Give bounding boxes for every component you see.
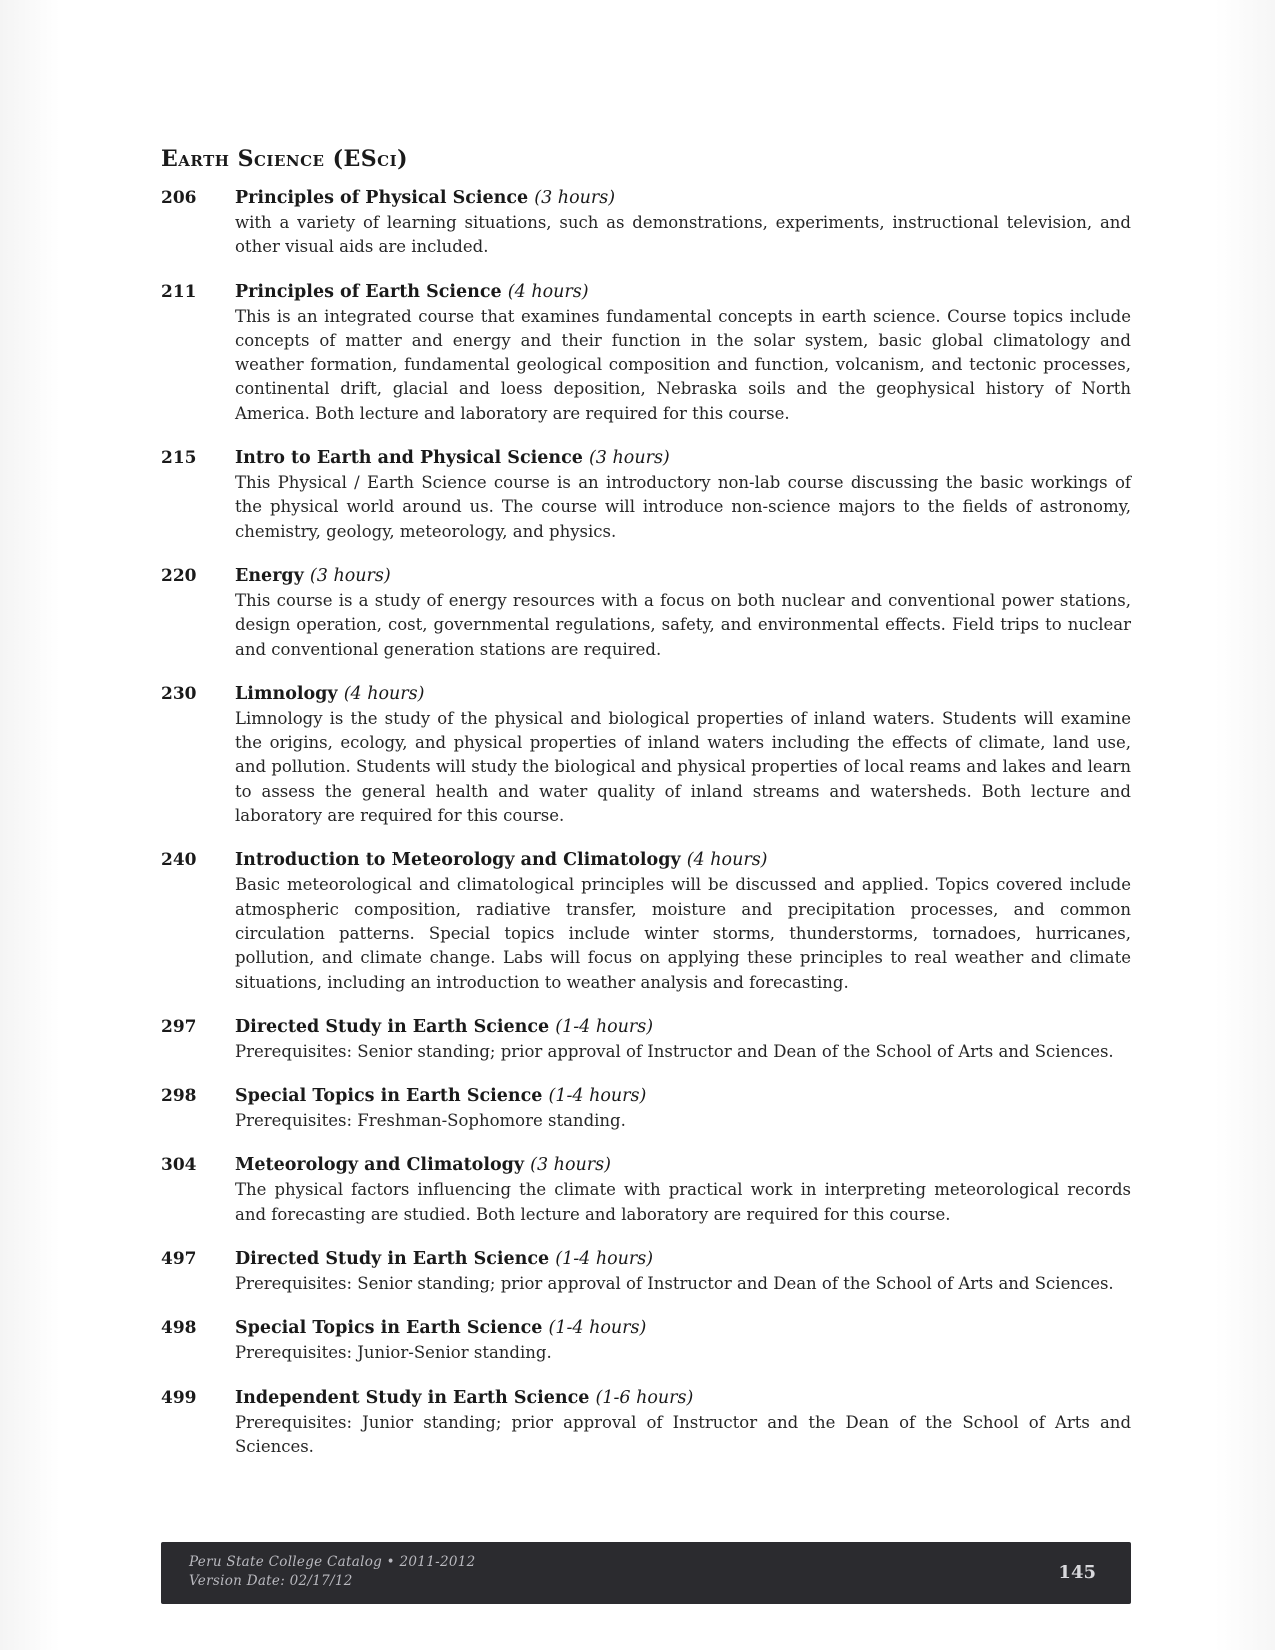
course-heading	[235, 1386, 1131, 1411]
course-description: Prerequisites: Senior standing; prior approval of Instructor and Dean of the School of Arts and Sciences.	[235, 1274, 1114, 1294]
course-title: Special Topics in Earth Science	[235, 1086, 543, 1107]
course-heading	[235, 186, 1131, 211]
course-title: Principles of Earth Science	[235, 281, 502, 302]
course-number: 304	[161, 1155, 197, 1176]
course-title: Introduction to Meteorology and Climatology	[235, 850, 681, 871]
course-title: Intro to Earth and Physical Science	[235, 448, 583, 469]
course-title: Energy	[235, 565, 304, 586]
footer-catalog-title: Peru State College Catalog • 2011-2012	[189, 1554, 476, 1570]
course-number: 220	[161, 565, 197, 586]
course-entry	[161, 1084, 1131, 1133]
course-entry	[161, 280, 1131, 426]
course-title: Meteorology and Climatology	[235, 1155, 525, 1176]
course-entry	[161, 446, 1131, 544]
course-number: 497	[161, 1249, 197, 1270]
course-entry	[161, 1386, 1131, 1460]
course-number: 499	[161, 1387, 197, 1408]
course-number: 206	[161, 188, 197, 208]
course-hours: (3 hours)	[530, 1155, 611, 1176]
course-heading	[235, 1015, 1131, 1040]
course-hours: (4 hours)	[507, 281, 589, 302]
course-heading	[235, 1316, 1131, 1341]
course-entry	[161, 682, 1131, 828]
course-number: 298	[161, 1086, 197, 1107]
course-heading	[235, 564, 1131, 589]
course-heading	[235, 682, 1131, 707]
course-hours: (1-4 hours)	[555, 1016, 654, 1037]
course-number: 240	[161, 850, 197, 871]
course-description: Basic meteorological and climatological principles will be discussed and applied. Topics covered include atmospheric composition, radiative transfer, moisture and precipitation processes, and common circulation patterns. Special topics include winter storms, thunderstorms, tornadoes, hurricanes, pollution, and climate change. Labs will focus on applying these principles to real weather and climate situations, including an introduction to weather analysis and forecasting.	[235, 875, 1131, 992]
course-hours: (4 hours)	[686, 850, 768, 871]
course-title: Independent Study in Earth Science	[235, 1387, 590, 1408]
course-number: 498	[161, 1318, 197, 1339]
course-hours: (1-4 hours)	[548, 1086, 647, 1107]
course-description: This course is a study of energy resources with a focus on both nuclear and conventional power stations, design operation, cost, governmental regulations, safety, and environmental effects. Field trips to nuclear and conventional generation stations are required.	[235, 590, 1131, 659]
footer-version-date: Version Date: 02/17/12	[189, 1573, 353, 1589]
course-description: Limnology is the study of the physical and biological properties of inland waters. Students will examine the origins, ecology, and physical properties of inland waters including the effects of climate, land use, and pollution. Students will study the biological and physical properties of local reams and lakes and learn to assess the general health and water quality of inland streams and watersheds. Both lecture and laboratory are required for this course.	[235, 708, 1131, 826]
course-description: Prerequisites: Freshman-Sophomore standing.	[235, 1111, 626, 1131]
course-entry	[161, 1316, 1131, 1365]
course-number: 211	[161, 281, 197, 302]
course-description: The physical factors influencing the climate with practical work in interpreting meteorological records and forecasting are studied. Both lecture and laboratory are required for this course.	[235, 1180, 1131, 1224]
course-hours: (1-6 hours)	[595, 1387, 694, 1408]
course-heading	[235, 1153, 1131, 1178]
course-title: Limnology	[235, 683, 338, 704]
course-entry	[161, 564, 1131, 662]
course-list	[161, 186, 1131, 1479]
course-hours: (3 hours)	[309, 565, 391, 586]
course-description: Prerequisites: Junior standing; prior approval of Instructor and the Dean of the School of Arts and Sciences.	[235, 1412, 1131, 1456]
course-title: Principles of Physical Science	[235, 188, 529, 208]
course-entry	[161, 848, 1131, 994]
course-heading	[235, 446, 1131, 471]
course-description: This Physical / Earth Science course is an introductory non-lab course discussing the basic workings of the physical world around us. The course will introduce non-science majors to the fields of astronomy, chemistry, geology, meteorology, and physics.	[235, 473, 1131, 541]
course-heading	[235, 848, 1131, 873]
course-entry	[161, 1015, 1131, 1064]
course-number: 230	[161, 683, 197, 704]
course-heading	[235, 280, 1131, 305]
course-description: Prerequisites: Junior-Senior standing.	[235, 1343, 552, 1363]
course-heading	[235, 1247, 1131, 1272]
section-title: Earth Science (ESci)	[161, 146, 409, 172]
course-hours: (4 hours)	[343, 683, 425, 704]
course-number: 297	[161, 1016, 197, 1037]
course-description: This is an integrated course that examines fundamental concepts in earth science. Course topics include concepts of matter and energy and their function in the solar system, basic global climatology and weather formation, fundamental geological composition and function, volcanism, and tectonic processes, continental drift, glacial and loess deposition, Nebraska soils and the geophysical history of North America. Both lecture and laboratory are required for this course.	[235, 306, 1131, 423]
course-entry	[161, 186, 1131, 260]
page-number: 145	[1058, 1562, 1096, 1583]
course-title: Special Topics in Earth Science	[235, 1318, 543, 1339]
course-entry	[161, 1153, 1131, 1227]
course-hours: (1-4 hours)	[555, 1249, 654, 1270]
course-hours: (3 hours)	[588, 448, 670, 469]
course-hours: (3 hours)	[534, 188, 616, 208]
course-title: Directed Study in Earth Science	[235, 1249, 550, 1270]
course-title: Directed Study in Earth Science	[235, 1016, 550, 1037]
course-heading	[235, 1084, 1131, 1109]
course-entry	[161, 1247, 1131, 1296]
course-number: 215	[161, 448, 197, 469]
course-description: Prerequisites: Senior standing; prior approval of Instructor and Dean of the School of Arts and Sciences.	[235, 1041, 1114, 1061]
course-hours: (1-4 hours)	[548, 1318, 647, 1339]
page-footer	[161, 1542, 1131, 1604]
course-description: with a variety of learning situations, such as demonstrations, experiments, instructional television, and other visual aids are included.	[235, 213, 1131, 257]
